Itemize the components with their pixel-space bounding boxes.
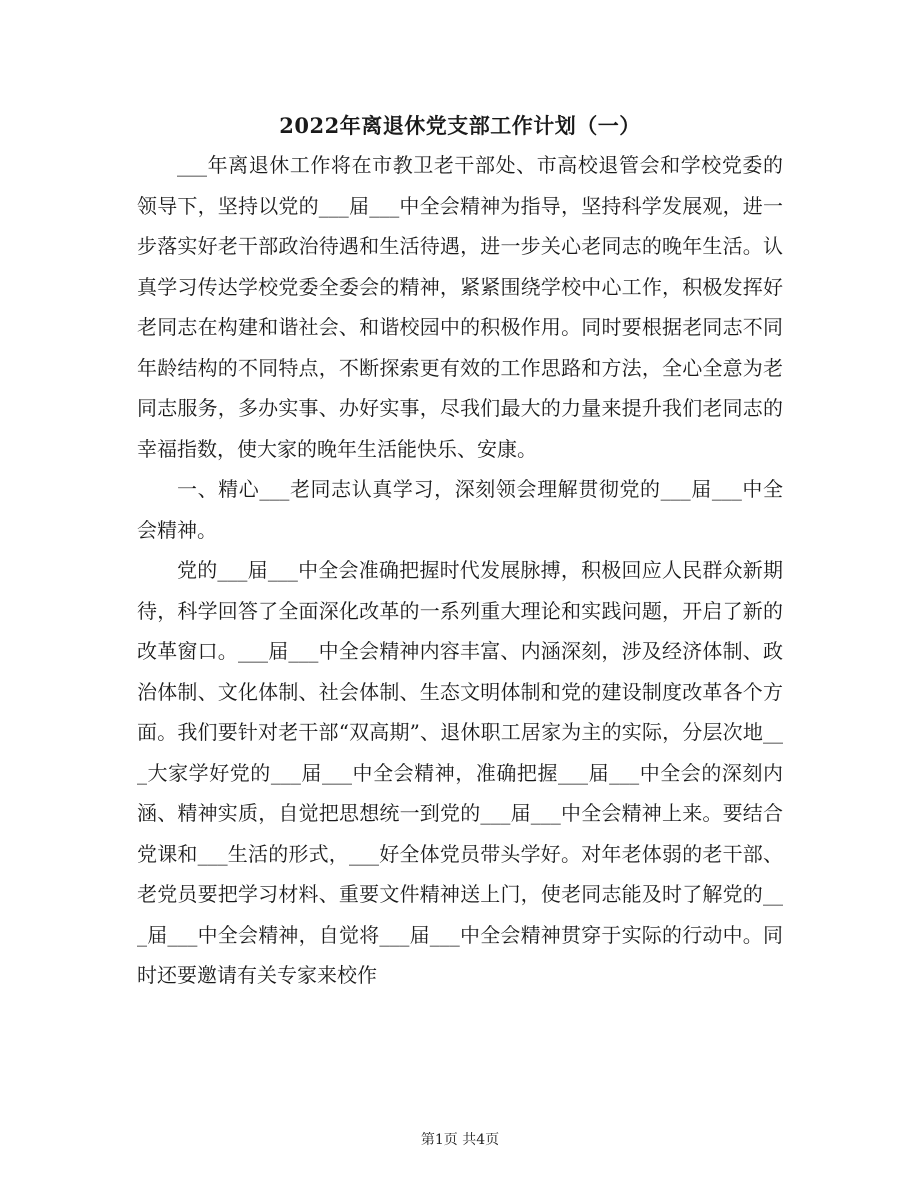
page-indicator: 第1页 共4页 — [420, 1132, 500, 1148]
paragraph-section-body: 党的___届___中全会准确把握时代发展脉搏，积极回应人民群众新期待，科学回答了全面深化改革的一系列重大理论和实践问题，开启了新的改革窗口。___届___中全会精神内容丰富、内涵深刻，涉及经济体制、政治体制、文化体制、社会体制、生态文明体制和党的建设制度改革各个方面。我们要针对老干部“双高期”、退休职工居家为主的实际，分层次地___大家学好党的___届___中全会精神，准确把握___届___中全会的深刻内涵、精神实质，自觉把思想统一到党的___届___中全会精神上来。要结合党课和___生活的形式，___好全体党员带头学好。对年老体弱的老干部、老党员要把学习材料、重要文件精神送上门，使老同志能及时了解党的___届___中全会精神，自觉将___届___中全会精神贯穿于实际的行动中。同时还要邀请有关专家来校作 — [137, 558, 783, 987]
document-title: 2022年离退休党支部工作计划（一） — [279, 113, 641, 138]
paragraph-intro: ___年离退休工作将在市教卫老干部处、市高校退管会和学校党委的领导下，坚持以党的___届___中全会精神为指导，坚持科学发展观，进一步落实好老干部政治待遇和生活待遇，进一步关心老同志的晚年生活。认真学习传达学校党委全委会的精神，紧紧围绕学校中心工作，积极发挥好老同志在构建和谐社会、和谐校园中的积极作用。同时要根据老同志不同年龄结构的不同特点，不断探索更有效的工作思路和方法，全心全意为老同志服务，多办实事、办好实事，尽我们最大的力量来提升我们老同志的幸福指数，使大家的晚年生活能快乐、安康。 — [137, 153, 783, 461]
paragraph-section-heading: 一、精心___老同志认真学习，深刻领会理解贯彻党的___届___中全会精神。 — [137, 477, 783, 542]
document-body — [137, 145, 783, 996]
